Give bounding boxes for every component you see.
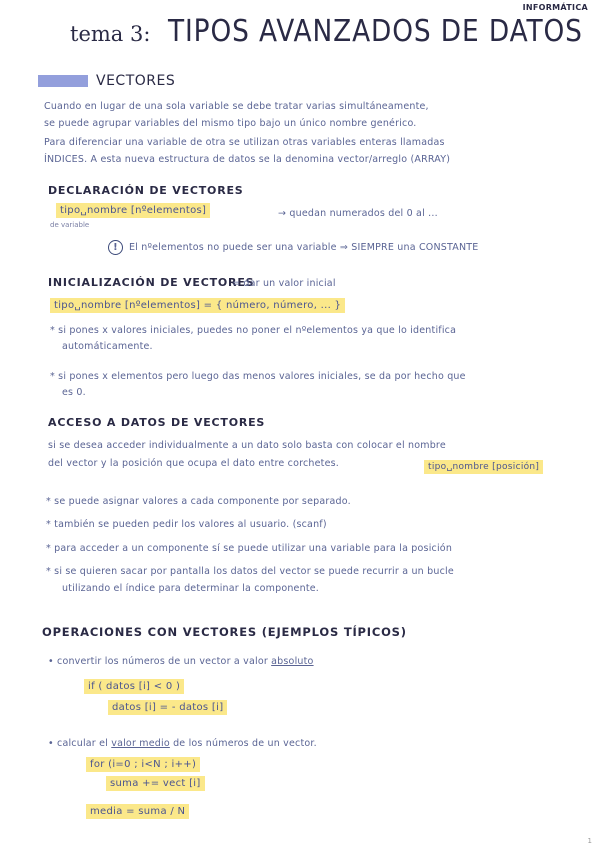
intro-line-2: se puede agrupar variables del mismo tipo bajo un único nombre genérico.	[44, 118, 417, 129]
operaciones-item-1-prefix: • convertir los números de un vector a valor	[48, 656, 272, 667]
acceso-note-3: * para acceder a un componente sí se puede utilizar una variable para la posición	[46, 543, 453, 554]
operaciones-item-2-suffix: de los números de un vector.	[169, 738, 317, 749]
acceso-note-2: * también se pueden pedir los valores al usuario. (scanf)	[46, 519, 327, 530]
inicializacion-note-3: * si pones x elementos pero luego das menos valores iniciales, se da por hecho que	[50, 371, 466, 382]
code-suma: suma += vect [i]	[106, 776, 205, 791]
declaracion-syntax: tipo␣nombre [nºelementos]	[56, 203, 210, 218]
inicializacion-note: = dar un valor inicial	[232, 278, 336, 289]
operaciones-item-1-key: absoluto	[271, 656, 314, 667]
code-abs-assign: datos [i] = - datos [i]	[108, 700, 227, 715]
declaracion-arrow-note: → quedan numerados del 0 al ...	[278, 208, 438, 219]
acceso-line-2: del vector y la posición que ocupa el dato entre corchetes.	[48, 458, 340, 469]
intro-line-3: Para diferenciar una variable de otra se utilizan otras variables enteras llamadas	[44, 137, 445, 148]
operaciones-heading: OPERACIONES CON VECTORES (EJEMPLOS TÍPICOS)	[42, 625, 407, 639]
operaciones-item-2-key: valor medio	[111, 738, 170, 749]
code-if: if ( datos [i] < 0 )	[84, 679, 184, 694]
inicializacion-note-1: * si pones x valores iniciales, puedes no poner el nºelementos ya que lo identifica	[50, 325, 457, 336]
operaciones-item-2	[48, 738, 317, 749]
acceso-line-1: si se desea acceder individualmente a un dato solo basta con colocar el nombre	[48, 440, 446, 451]
acceso-note-4: * si se quieren sacar por pantalla los datos del vector se puede recurrir a un bucle	[46, 566, 454, 577]
code-for: for (i=0 ; i<N ; i++)	[86, 757, 200, 772]
declaracion-warning-text: El nºelementos no puede ser una variable ⇒ SIEMPRE una CONSTANTE	[129, 242, 479, 253]
acceso-syntax: tipo␣nombre [posición]	[424, 460, 543, 474]
inicializacion-note-4: es 0.	[62, 387, 86, 398]
intro-line-4: ÍNDICES. A esta nueva estructura de datos se la denomina vector/arreglo (ARRAY)	[44, 154, 451, 165]
section-title: VECTORES	[96, 73, 176, 89]
tema-label: tema 3:	[70, 22, 151, 46]
warning-icon: !	[108, 240, 123, 255]
inicializacion-syntax: tipo␣nombre [nºelementos] = { número, número, ... }	[50, 298, 345, 313]
acceso-note-1: * se puede asignar valores a cada componente por separado.	[46, 496, 351, 507]
declaracion-warning	[108, 240, 478, 255]
section-marker	[38, 75, 88, 87]
page-number: 1	[587, 837, 592, 845]
inicializacion-note-2: automáticamente.	[62, 341, 153, 352]
declaracion-sub-label: de variable	[50, 221, 90, 229]
declaracion-arrow-text: quedan numerados del 0 al ...	[289, 208, 438, 219]
inicializacion-heading: INICIALIZACIÓN DE VECTORES	[48, 276, 255, 289]
operaciones-item-1	[48, 656, 314, 667]
subject-label: INFORMÁTICA	[522, 3, 588, 12]
page-title: TIPOS AVANZADOS DE DATOS	[168, 14, 583, 49]
code-media: media = suma / N	[86, 804, 189, 819]
declaracion-heading: DECLARACIÓN DE VECTORES	[48, 184, 244, 197]
intro-line-1: Cuando en lugar de una sola variable se debe tratar varias simultáneamente,	[44, 101, 429, 112]
acceso-note-5: utilizando el índice para determinar la componente.	[62, 583, 320, 594]
operaciones-item-2-prefix: • calcular el	[48, 738, 112, 749]
acceso-heading: ACCESO A DATOS DE VECTORES	[48, 416, 266, 429]
